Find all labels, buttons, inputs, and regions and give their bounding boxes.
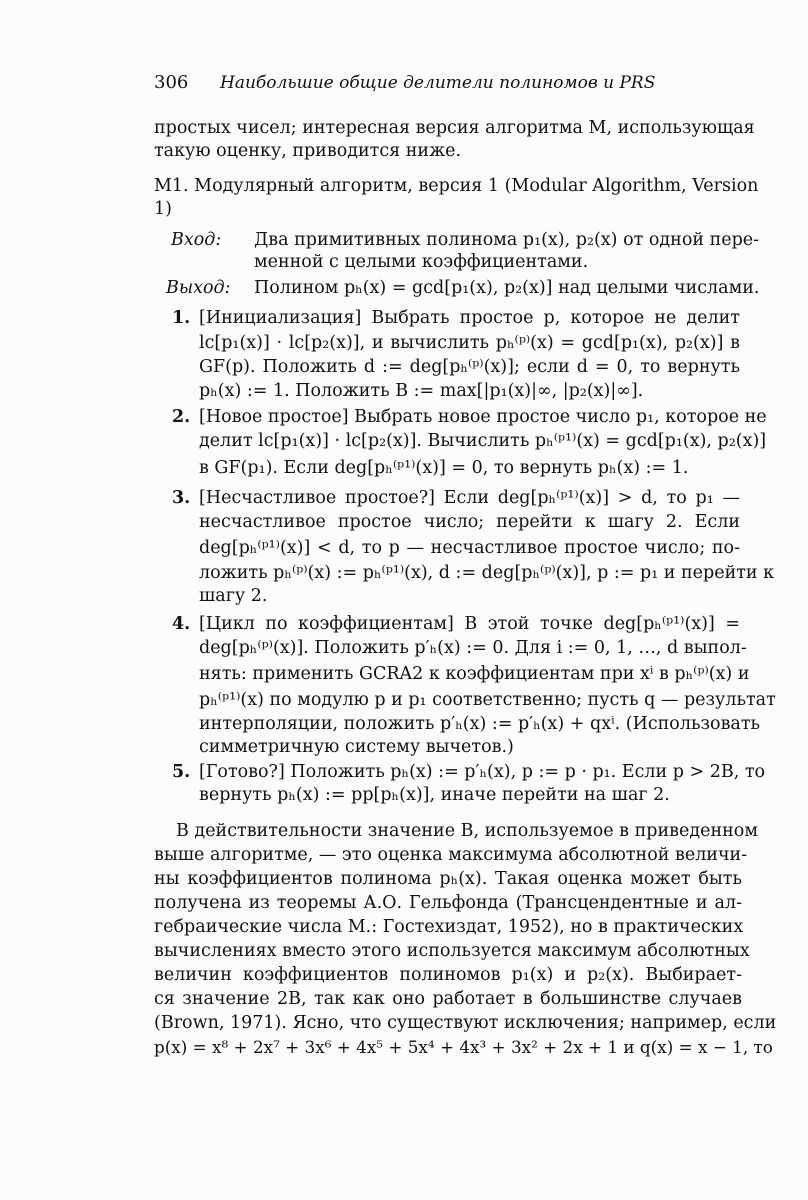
running-title: Наибольшие общие делители полиномов и PRS — [220, 73, 656, 93]
step-2-line: в GF(p₁). Если deg[pₕ⁽ᵖ¹⁾(x)] = 0, то вернуть pₕ(x) := 1. — [199, 458, 689, 478]
step-4-line: интерполяции, положить p′ₕ(x) := p′ₕ(x) + qxⁱ. (Использовать — [199, 714, 761, 734]
step-4-line: pₕ⁽ᵖ¹⁾(x) по модулю p и p₁ соответственно; пусть q — результат — [199, 690, 776, 710]
step-4-line: [Цикл по коэффициентам] В этой точке deg[pₕ⁽ᵖ¹⁾(x)] = — [199, 614, 740, 634]
step-4-line: deg[pₕ⁽ᵖ⁾(x)]. Положить p′ₕ(x) := 0. Для i := 0, 1, …, d выпол- — [199, 638, 747, 658]
step-number: 2. — [172, 407, 191, 427]
intro-line: такую оценку, приводится ниже. — [154, 141, 462, 161]
step-number: 1. — [172, 308, 191, 328]
paragraph-line: ся значение 2B, так как оно работает в большинстве случаев — [154, 989, 742, 1009]
step-1-line: lc[p₁(x)] · lc[p₂(x)], и вычислить pₕ⁽ᵖ⁾(x) = gcd[p₁(x), p₂(x)] в — [199, 333, 740, 353]
step-1-line: [Инициализация] Выбрать простое p, которое не делит — [199, 308, 740, 328]
input-text-cont: менной с целыми коэффициентами. — [254, 252, 589, 272]
step-number: 3. — [172, 488, 191, 508]
output-text: Полином pₕ(x) = gcd[p₁(x), p₂(x)] над целыми числами. — [254, 278, 760, 298]
paragraph-line: гебраические числа М.: Гостехиздат, 1952), но в практических — [154, 917, 744, 937]
algorithm-title-cont: 1) — [154, 199, 172, 219]
step-3-line: ложить pₕ⁽ᵖ⁾(x) := pₕ⁽ᵖ¹⁾(x), d := deg[pₕ⁽ᵖ⁾(x)], p := p₁ и перейти к — [199, 563, 775, 583]
output-label: Выход: — [166, 278, 231, 298]
step-2-line: [Новое простое] Выбрать новое простое число p₁, которое не — [199, 407, 767, 427]
paragraph-line: выше алгоритме, — это оценка максимума абсолютной величи- — [154, 845, 748, 865]
step-4-line: нять: применить GCRA2 к коэффициентам при xⁱ в pₕ⁽ᵖ⁾(x) и — [199, 664, 750, 684]
paragraph-line: получена из теоремы А.О. Гельфонда (Трансцендентные и ал- — [154, 893, 742, 913]
input-text: Два примитивных полинома p₁(x), p₂(x) от одной пере- — [254, 230, 760, 250]
page-number: 306 — [154, 72, 189, 93]
paragraph-line: вычислениях вместо этого используется максимум абсолютных — [154, 941, 750, 961]
paragraph-line: p(x) = x⁸ + 2x⁷ + 3x⁶ + 4x⁵ + 5x⁴ + 4x³ + 3x² + 2x + 1 и q(x) = x − 1, то — [154, 1037, 773, 1057]
step-1-line: GF(p). Положить d := deg[pₕ⁽ᵖ⁾(x)]; если d = 0, то вернуть — [199, 357, 740, 377]
paragraph-text: В действительности значение B, используемое в приведенном — [176, 821, 758, 841]
algorithm-title: M1. Модулярный алгоритм, версия 1 (Modular Algorithm, Version — [154, 176, 759, 196]
step-5-line: вернуть pₕ(x) := pp[pₕ(x)], иначе перейти на шаг 2. — [199, 785, 670, 805]
step-4-line: симметричную систему вычетов.) — [199, 737, 514, 757]
step-1-line: pₕ(x) := 1. Положить B := max[|p₁(x)|∞, |p₂(x)|∞]. — [199, 381, 644, 401]
step-number: 5. — [172, 762, 191, 782]
step-3-line: шагу 2. — [199, 586, 268, 606]
intro-line: простых чисел; интересная версия алгоритма M, использующая — [154, 118, 755, 138]
paragraph-line: (Brown, 1971). Ясно, что существуют исключения; например, если — [154, 1013, 777, 1033]
step-3-line: [Несчастливое простое?] Если deg[pₕ⁽ᵖ¹⁾(x)] > d, то p₁ — — [199, 488, 740, 508]
paragraph-line: ны коэффициентов полинома pₕ(x). Такая оценка может быть — [154, 869, 742, 889]
step-2-line: делит lc[p₁(x)] · lc[p₂(x)]. Вычислить pₕ⁽ᵖ¹⁾(x) = gcd[p₁(x), p₂(x)] — [199, 431, 767, 451]
step-3-line: несчастливое простое число; перейти к шагу 2. Если — [199, 512, 740, 532]
paragraph-line — [154, 821, 758, 841]
step-number: 4. — [172, 614, 191, 634]
step-5-line: [Готово?] Положить pₕ(x) := p′ₕ(x), p := p · p₁. Если p > 2B, то — [199, 762, 766, 782]
step-3-line: deg[pₕ⁽ᵖ¹⁾(x)] < d, то p — несчастливое простое число; по- — [199, 538, 740, 558]
input-label: Вход: — [171, 230, 222, 250]
paragraph-line: величин коэффициентов полиномов p₁(x) и p₂(x). Выбирает- — [154, 965, 742, 985]
